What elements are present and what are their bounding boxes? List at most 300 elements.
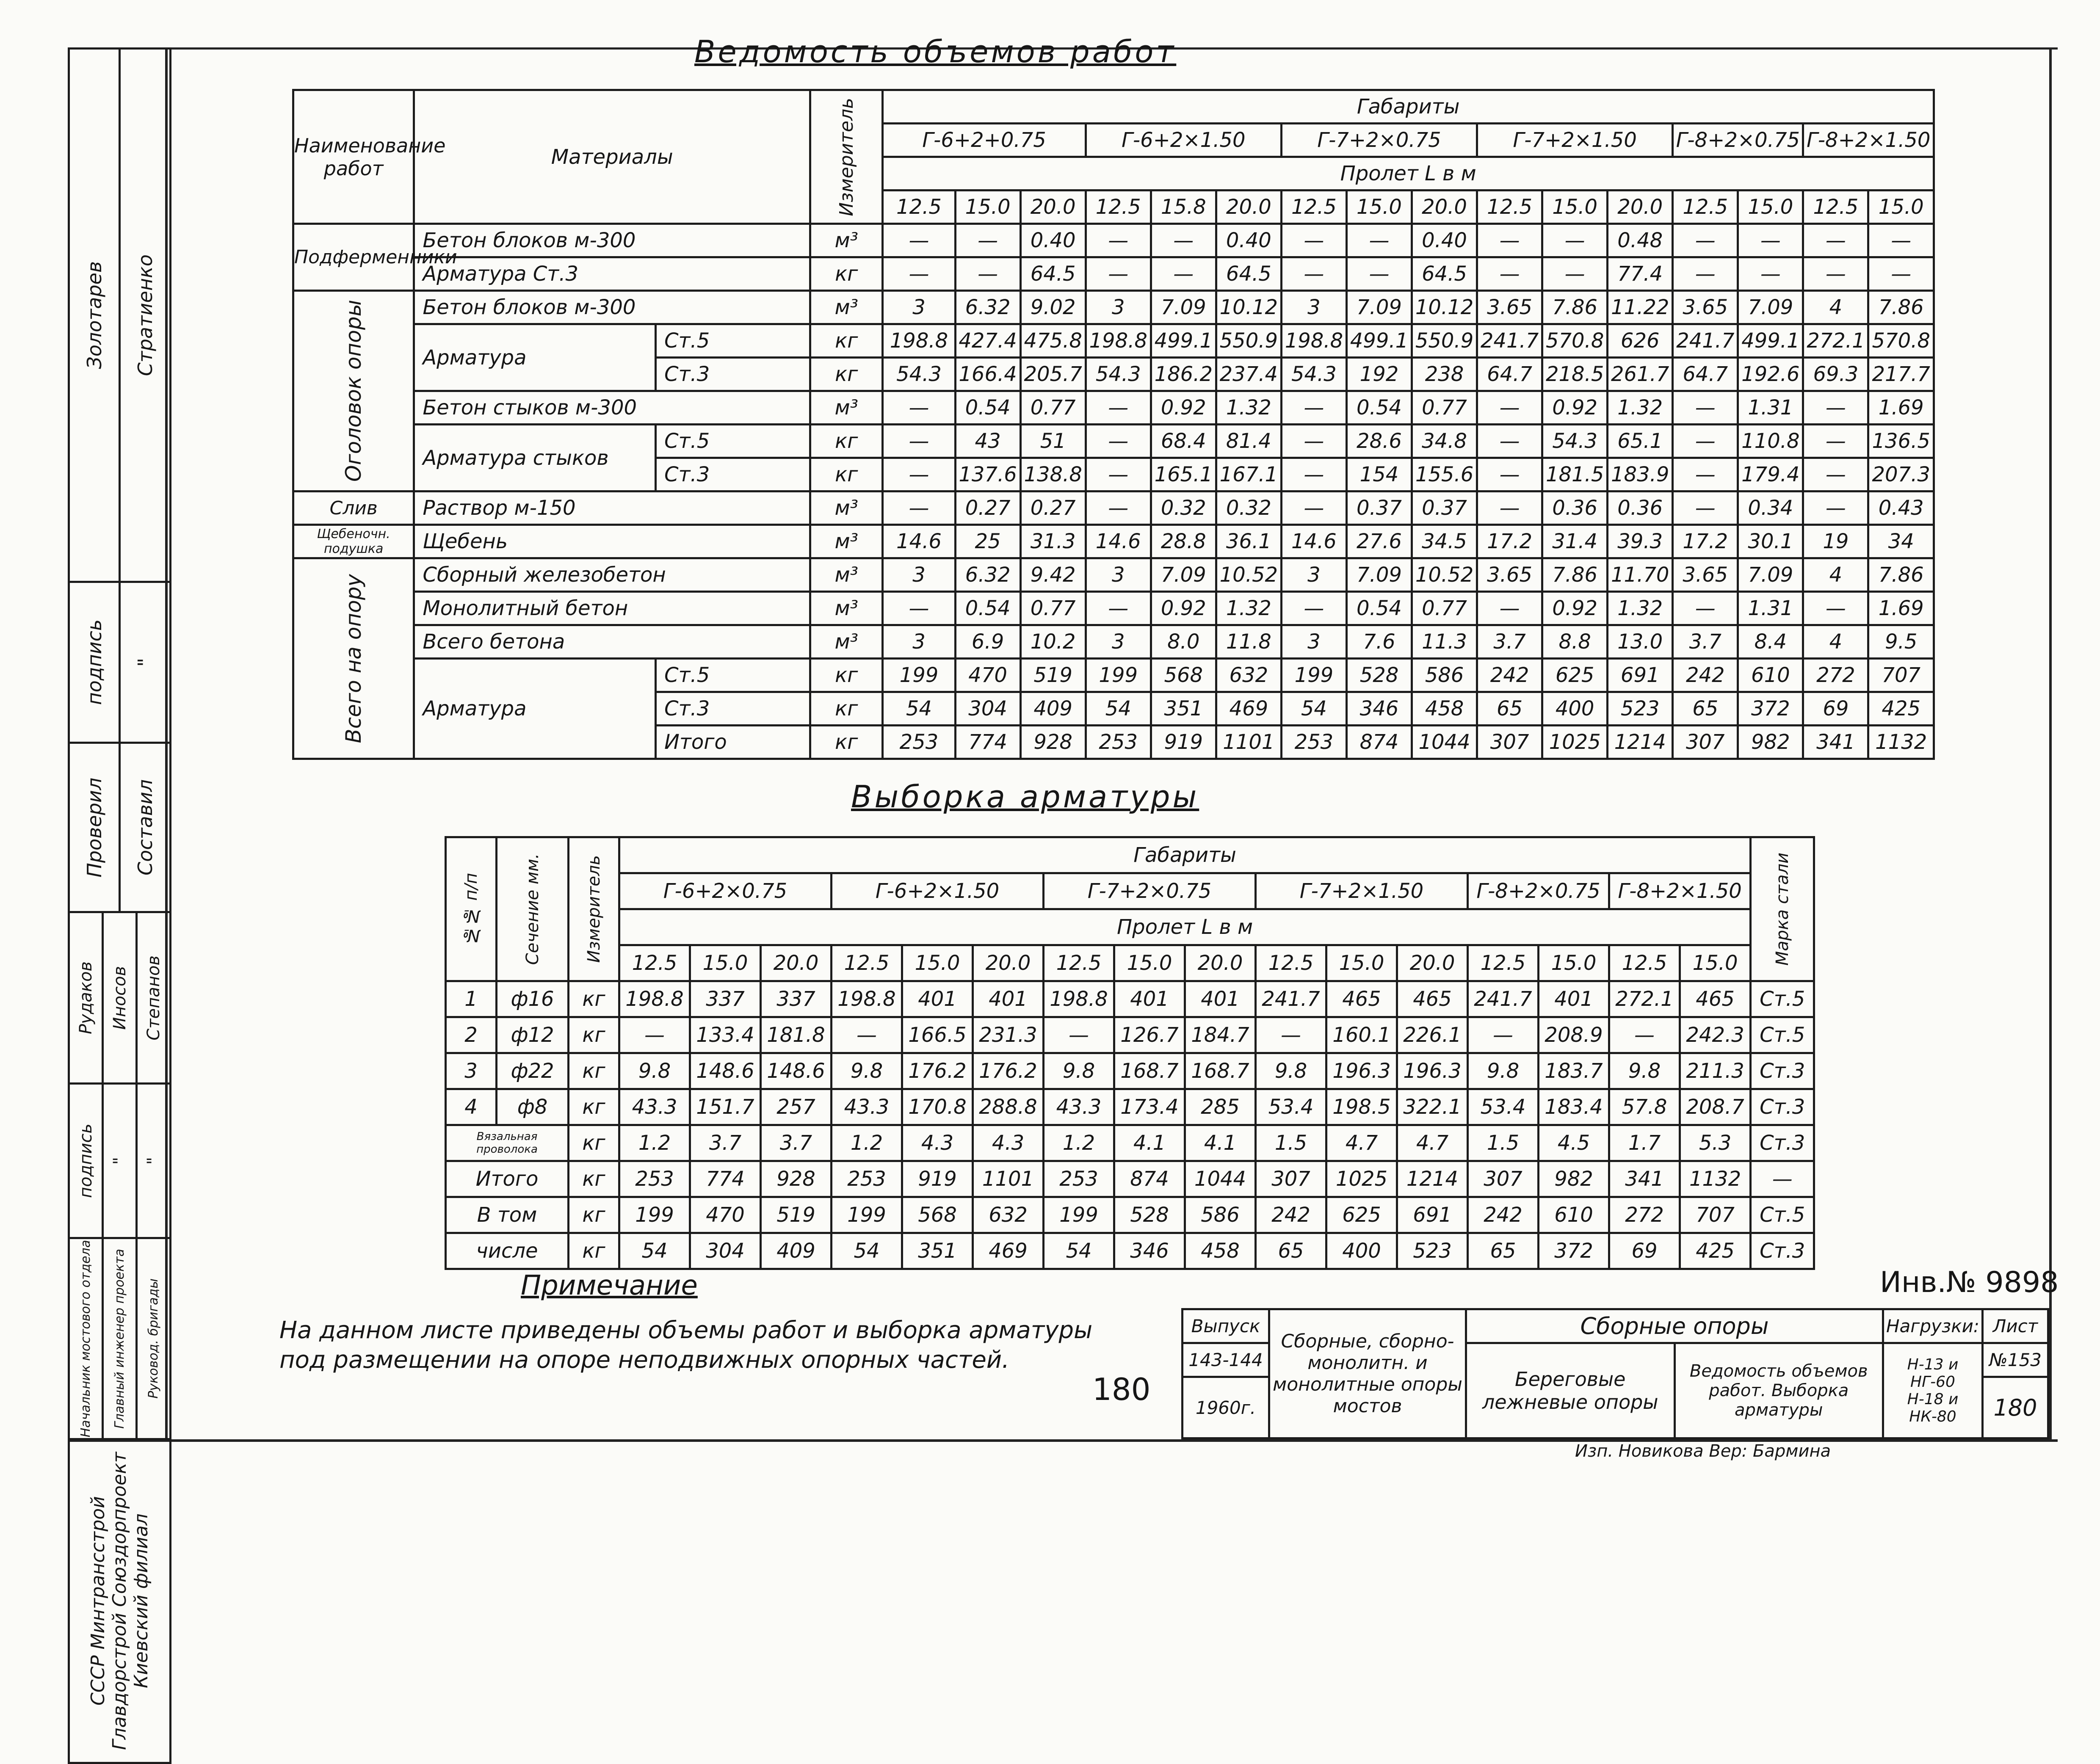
value: 10.52 [1412, 558, 1477, 592]
span-value: 15.0 [1868, 190, 1934, 224]
value: 7.86 [1868, 558, 1934, 592]
value: 31.4 [1542, 525, 1608, 558]
value: — [1044, 1017, 1114, 1053]
value: 3 [1281, 291, 1346, 324]
value: 1.2 [832, 1125, 902, 1161]
value: 425 [1680, 1233, 1751, 1269]
material: Раствор м-150 [414, 491, 810, 525]
value: 54.3 [1086, 358, 1151, 391]
value: 43.3 [1044, 1089, 1114, 1125]
value: 707 [1868, 659, 1934, 692]
gabarit-header: Г-8+2×0.75 [1673, 124, 1803, 157]
span-header: Пролет L в м [883, 157, 1934, 190]
value: 6.32 [955, 558, 1020, 592]
value: 176.2 [973, 1053, 1044, 1089]
note-text-2: под размещении на опоре неподвижных опорных частей. [279, 1346, 1009, 1374]
unit: кг [569, 981, 619, 1017]
value: 322.1 [1397, 1089, 1468, 1125]
value: 3 [883, 625, 955, 659]
group-ogol [293, 291, 414, 491]
value: 168.7 [1185, 1053, 1256, 1089]
value: 1.32 [1608, 391, 1673, 425]
names2-1: Стратиенко [133, 254, 157, 376]
value: — [1346, 224, 1412, 257]
table-row [446, 1233, 1814, 1269]
value: 499.1 [1346, 324, 1412, 358]
value: 7.86 [1868, 291, 1934, 324]
value: 632 [973, 1197, 1044, 1233]
value: 27.6 [1346, 525, 1412, 558]
gabarit-header: Г-8+2×1.50 [1803, 124, 1934, 157]
value: 4.5 [1539, 1125, 1609, 1161]
value: 17.2 [1673, 525, 1738, 558]
row-section: ф22 [497, 1053, 569, 1089]
value: 25 [955, 525, 1020, 558]
names2-0: Золотарев [83, 261, 106, 369]
gabarit-header: Г-7+2×0.75 [1281, 124, 1477, 157]
value: 148.6 [761, 1053, 832, 1089]
value: 0.40 [1216, 224, 1281, 257]
value: 1.5 [1468, 1125, 1539, 1161]
load-1: Н-13 и НГ-60 [1907, 1356, 1959, 1391]
value: — [1803, 391, 1868, 425]
value: 238 [1412, 358, 1477, 391]
value: — [1477, 391, 1542, 425]
value: 196.3 [1397, 1053, 1468, 1089]
value: 8.0 [1151, 625, 1216, 659]
value: 9.5 [1868, 625, 1934, 659]
value: 1025 [1326, 1161, 1397, 1197]
value: 0.40 [1020, 224, 1086, 257]
value: 1044 [1412, 726, 1477, 759]
value: 181.8 [761, 1017, 832, 1053]
steel-grade: Ст.5 [1751, 1197, 1814, 1233]
value: 154 [1346, 458, 1412, 491]
value: 9.8 [1044, 1053, 1114, 1089]
value: 54 [883, 692, 955, 726]
value: — [1477, 425, 1542, 458]
value: 0.36 [1542, 491, 1608, 525]
table-row [446, 1053, 1814, 1089]
material-sub: Ст.5 [655, 659, 810, 692]
value: — [1086, 458, 1151, 491]
value: — [1477, 491, 1542, 525]
span-value: 20.0 [1216, 190, 1281, 224]
value: 4 [1803, 291, 1868, 324]
value: 3 [1281, 558, 1346, 592]
value: — [1738, 224, 1803, 257]
value: 7.09 [1346, 291, 1412, 324]
header-gabarity: Габариты [619, 837, 1751, 873]
table-row [446, 1125, 1814, 1161]
row-section: ф16 [497, 981, 569, 1017]
value: 4 [1803, 625, 1868, 659]
value: 0.54 [955, 391, 1020, 425]
value: 8.4 [1738, 625, 1803, 659]
value: 196.3 [1326, 1053, 1397, 1089]
gabarit-header: Г-6+2×0.75 [619, 873, 832, 909]
sign-1: " [110, 1157, 130, 1165]
value: 242 [1477, 659, 1542, 692]
value: — [1868, 257, 1934, 291]
value: 9.8 [1609, 1053, 1680, 1089]
value: 39.3 [1608, 525, 1673, 558]
value: — [1086, 491, 1151, 525]
value: 401 [1185, 981, 1256, 1017]
group-ogol-text: Оголовок опоры [341, 300, 366, 482]
material-sub: Ст.5 [655, 324, 810, 358]
value: — [1256, 1017, 1326, 1053]
value: 632 [1216, 659, 1281, 692]
unit: кг [810, 257, 883, 291]
value: — [1477, 257, 1542, 291]
value: 691 [1608, 659, 1673, 692]
header-section-text: Сечение мм. [522, 853, 542, 965]
unit: м³ [810, 291, 883, 324]
material: Бетон блоков м-300 [414, 291, 810, 324]
steel-grade: Ст.3 [1751, 1233, 1814, 1269]
table-row [293, 659, 1934, 692]
material-sub: Ст.3 [655, 692, 810, 726]
value: 148.6 [690, 1053, 761, 1089]
value: 7.09 [1151, 291, 1216, 324]
value: 4 [1803, 558, 1868, 592]
value: 14.6 [883, 525, 955, 558]
span-value: 12.5 [1044, 945, 1114, 981]
value: 372 [1539, 1233, 1609, 1269]
value: 19 [1803, 525, 1868, 558]
value: — [883, 224, 955, 257]
value: 469 [1216, 692, 1281, 726]
names1-2: Степанов [144, 955, 163, 1041]
gabarit-header: Г-8+2×1.50 [1609, 873, 1751, 909]
section-text: Сборные опоры [1466, 1309, 1883, 1343]
sign2-0: подпись [83, 619, 106, 705]
value: 1101 [1216, 726, 1281, 759]
unit: м³ [810, 224, 883, 257]
span-value: 15.0 [1738, 190, 1803, 224]
value: 13.0 [1608, 625, 1673, 659]
value: 253 [1086, 726, 1151, 759]
material-sub: Ст.5 [655, 425, 810, 458]
value: 54.3 [1281, 358, 1346, 391]
value: 242.3 [1680, 1017, 1751, 1053]
value: 3.65 [1673, 291, 1738, 324]
value: 65 [1673, 692, 1738, 726]
span-value: 20.0 [1185, 945, 1256, 981]
row-section: ф12 [497, 1017, 569, 1053]
header-materials: Материалы [414, 90, 810, 224]
group-sliv: Слив [293, 491, 414, 525]
header-steel-text: Марка стали [1772, 852, 1792, 966]
table-row [446, 1017, 1814, 1053]
value: 10.2 [1020, 625, 1086, 659]
row-label: Вязальная проволока [446, 1125, 569, 1161]
value: 550.9 [1216, 324, 1281, 358]
value: 257 [761, 1089, 832, 1125]
names1-0: Рудаков [76, 961, 96, 1035]
value: 4.7 [1326, 1125, 1397, 1161]
value: 226.1 [1397, 1017, 1468, 1053]
table-row [446, 981, 1814, 1017]
span-value: 12.5 [1256, 945, 1326, 981]
value: 0.32 [1216, 491, 1281, 525]
value: 1.5 [1256, 1125, 1326, 1161]
value: — [1542, 257, 1608, 291]
value: 1.2 [1044, 1125, 1114, 1161]
value: 1132 [1680, 1161, 1751, 1197]
header-section [497, 837, 569, 981]
item-text: Береговые лежневые опоры [1466, 1343, 1675, 1438]
value: 425 [1868, 692, 1934, 726]
value: 54 [1086, 692, 1151, 726]
header-unit-text: Измеритель [835, 97, 857, 216]
value: — [1738, 257, 1803, 291]
value: — [1281, 425, 1346, 458]
span-value: 20.0 [1020, 190, 1086, 224]
value: 168.7 [1114, 1053, 1185, 1089]
value: 198.5 [1326, 1089, 1397, 1125]
unit: м³ [810, 625, 883, 659]
table-row [293, 425, 1934, 458]
value: 176.2 [902, 1053, 973, 1089]
value: 241.7 [1256, 981, 1326, 1017]
value: 707 [1680, 1197, 1751, 1233]
inventory-number: Инв.№ 9898 [1880, 1266, 2059, 1299]
unit: м³ [810, 525, 883, 558]
value: 0.37 [1412, 491, 1477, 525]
value: 0.92 [1151, 592, 1216, 625]
volumes-table [292, 89, 1935, 760]
value: 199 [832, 1197, 902, 1233]
value: 285 [1185, 1089, 1256, 1125]
span-value: 12.5 [1803, 190, 1868, 224]
value: 3.7 [1673, 625, 1738, 659]
names1-1: Иносов [110, 966, 130, 1030]
value: 198.8 [1044, 981, 1114, 1017]
value: 17.2 [1477, 525, 1542, 558]
value: 0.92 [1542, 592, 1608, 625]
sign2-1: " [133, 657, 157, 667]
value: 253 [1044, 1161, 1114, 1197]
value: 568 [1151, 659, 1216, 692]
unit: кг [810, 726, 883, 759]
steel-grade: Ст.5 [1751, 1017, 1814, 1053]
value: — [1868, 224, 1934, 257]
value: — [1803, 592, 1868, 625]
steel-grade: Ст.3 [1751, 1125, 1814, 1161]
value: 253 [1281, 726, 1346, 759]
value: 475.8 [1020, 324, 1086, 358]
value: 151.7 [690, 1089, 761, 1125]
header-unit [569, 837, 619, 981]
unit: кг [569, 1089, 619, 1125]
value: — [1086, 391, 1151, 425]
span-value: 15.0 [1539, 945, 1609, 981]
value: 10.52 [1216, 558, 1281, 592]
gabarit-header: Г-7+2×1.50 [1477, 124, 1673, 157]
span-value: 12.5 [1609, 945, 1680, 981]
value: 198.8 [832, 981, 902, 1017]
value: — [1803, 458, 1868, 491]
value: 183.4 [1539, 1089, 1609, 1125]
value: 34.5 [1412, 525, 1477, 558]
value: 3.7 [761, 1125, 832, 1161]
span-value: 15.0 [1326, 945, 1397, 981]
value: 499.1 [1151, 324, 1216, 358]
value: 14.6 [1086, 525, 1151, 558]
value: 4.1 [1114, 1125, 1185, 1161]
gabarit-header: Г-6+2×1.50 [1086, 124, 1281, 157]
span-value: 12.5 [1477, 190, 1542, 224]
value: 166.4 [955, 358, 1020, 391]
header-no [446, 837, 497, 981]
value: 165.1 [1151, 458, 1216, 491]
value: 1214 [1608, 726, 1673, 759]
value: 30.1 [1738, 525, 1803, 558]
value: 9.8 [832, 1053, 902, 1089]
header-steel [1751, 837, 1814, 981]
value: 272.1 [1609, 981, 1680, 1017]
value: 465 [1326, 981, 1397, 1017]
value: 0.54 [955, 592, 1020, 625]
value: 288.8 [973, 1089, 1044, 1125]
value: 919 [902, 1161, 973, 1197]
span-value: 20.0 [973, 945, 1044, 981]
value: 1101 [973, 1161, 1044, 1197]
value: 272.1 [1803, 324, 1868, 358]
value: 0.48 [1608, 224, 1673, 257]
rebar-table [445, 836, 1815, 1270]
value: 0.34 [1738, 491, 1803, 525]
value: — [1477, 458, 1542, 491]
page-number: 180 [1092, 1372, 1151, 1407]
value: — [1281, 257, 1346, 291]
value: — [1281, 391, 1346, 425]
value: 207.3 [1868, 458, 1934, 491]
value: — [1803, 491, 1868, 525]
span-value: 20.0 [1397, 945, 1468, 981]
value: 138.8 [1020, 458, 1086, 491]
value: 211.3 [1680, 1053, 1751, 1089]
gabarit-header: Г-8+2×0.75 [1468, 873, 1609, 909]
role-0: Начальник мостового отдела [78, 1239, 93, 1438]
content-text: Ведомость объемов работ. Выборка арматуры [1674, 1343, 1883, 1438]
value: 170.8 [902, 1089, 973, 1125]
span-value: 15.0 [1542, 190, 1608, 224]
value: 7.09 [1738, 291, 1803, 324]
value: 519 [1020, 659, 1086, 692]
unit: кг [569, 1053, 619, 1089]
value: 53.4 [1468, 1089, 1539, 1125]
value: 874 [1346, 726, 1412, 759]
value: 65 [1256, 1233, 1326, 1269]
value: 5.3 [1680, 1125, 1751, 1161]
note-text-1: На данном листе приведены объемы работ и выборка арматуры [279, 1317, 1093, 1344]
value: 1.69 [1868, 391, 1934, 425]
value: 199 [619, 1197, 690, 1233]
span-value: 12.5 [1281, 190, 1346, 224]
load-2: Н-18 и НК-80 [1907, 1391, 1959, 1425]
row-label: числе [446, 1233, 569, 1269]
value: — [1281, 491, 1346, 525]
value: 0.77 [1412, 391, 1477, 425]
unit: м³ [810, 558, 883, 592]
value: 1.31 [1738, 592, 1803, 625]
span-value: 20.0 [1608, 190, 1673, 224]
value: 242 [1468, 1197, 1539, 1233]
value: 465 [1397, 981, 1468, 1017]
value: — [883, 391, 955, 425]
value: 691 [1397, 1197, 1468, 1233]
span-value: 12.5 [1468, 945, 1539, 981]
value: 0.27 [955, 491, 1020, 525]
value: 0.92 [1151, 391, 1216, 425]
value: 528 [1346, 659, 1412, 692]
made-label: Составил [133, 779, 157, 875]
value: 874 [1114, 1161, 1185, 1197]
value: 53.4 [1256, 1089, 1326, 1125]
title-volumes: Ведомость объемов работ [694, 34, 1177, 69]
unit: кг [810, 324, 883, 358]
value: 11.3 [1412, 625, 1477, 659]
value: — [1803, 224, 1868, 257]
value: 217.7 [1868, 358, 1934, 391]
value: 54 [619, 1233, 690, 1269]
value: 625 [1542, 659, 1608, 692]
material-sub: Итого [655, 726, 810, 759]
value: 0.43 [1868, 491, 1934, 525]
header-unit [810, 90, 883, 224]
value: — [883, 592, 955, 625]
value: 346 [1114, 1233, 1185, 1269]
span-value: 15.0 [1346, 190, 1412, 224]
table-row [293, 291, 1934, 324]
value: — [1609, 1017, 1680, 1053]
value: 519 [761, 1197, 832, 1233]
value: 7.09 [1346, 558, 1412, 592]
table-row [293, 525, 1934, 558]
span-value: 15.0 [1680, 945, 1751, 981]
value: 136.5 [1868, 425, 1934, 458]
group-vsego [293, 558, 414, 759]
value: 54 [832, 1233, 902, 1269]
sheet-page: 180 [1983, 1377, 2048, 1438]
value: 401 [1539, 981, 1609, 1017]
value: 242 [1673, 659, 1738, 692]
material: Арматура Ст.3 [414, 257, 810, 291]
value: 3.7 [690, 1125, 761, 1161]
value: 458 [1185, 1233, 1256, 1269]
header-name: Наименование работ [293, 90, 414, 224]
value: — [1673, 224, 1738, 257]
table-row [446, 1089, 1814, 1125]
span-value: 15.0 [955, 190, 1020, 224]
value: 64.5 [1216, 257, 1281, 291]
value: 218.5 [1542, 358, 1608, 391]
row-label: В том [446, 1197, 569, 1233]
value: 1.7 [1609, 1125, 1680, 1161]
value: 7.86 [1542, 291, 1608, 324]
value: 173.4 [1114, 1089, 1185, 1125]
value: 65.1 [1608, 425, 1673, 458]
span-value: 15.0 [1114, 945, 1185, 981]
steel-grade: Ст.3 [1751, 1053, 1814, 1089]
value: — [1086, 257, 1151, 291]
value: 10.12 [1216, 291, 1281, 324]
value: 167.1 [1216, 458, 1281, 491]
sign-2: " [144, 1157, 163, 1165]
